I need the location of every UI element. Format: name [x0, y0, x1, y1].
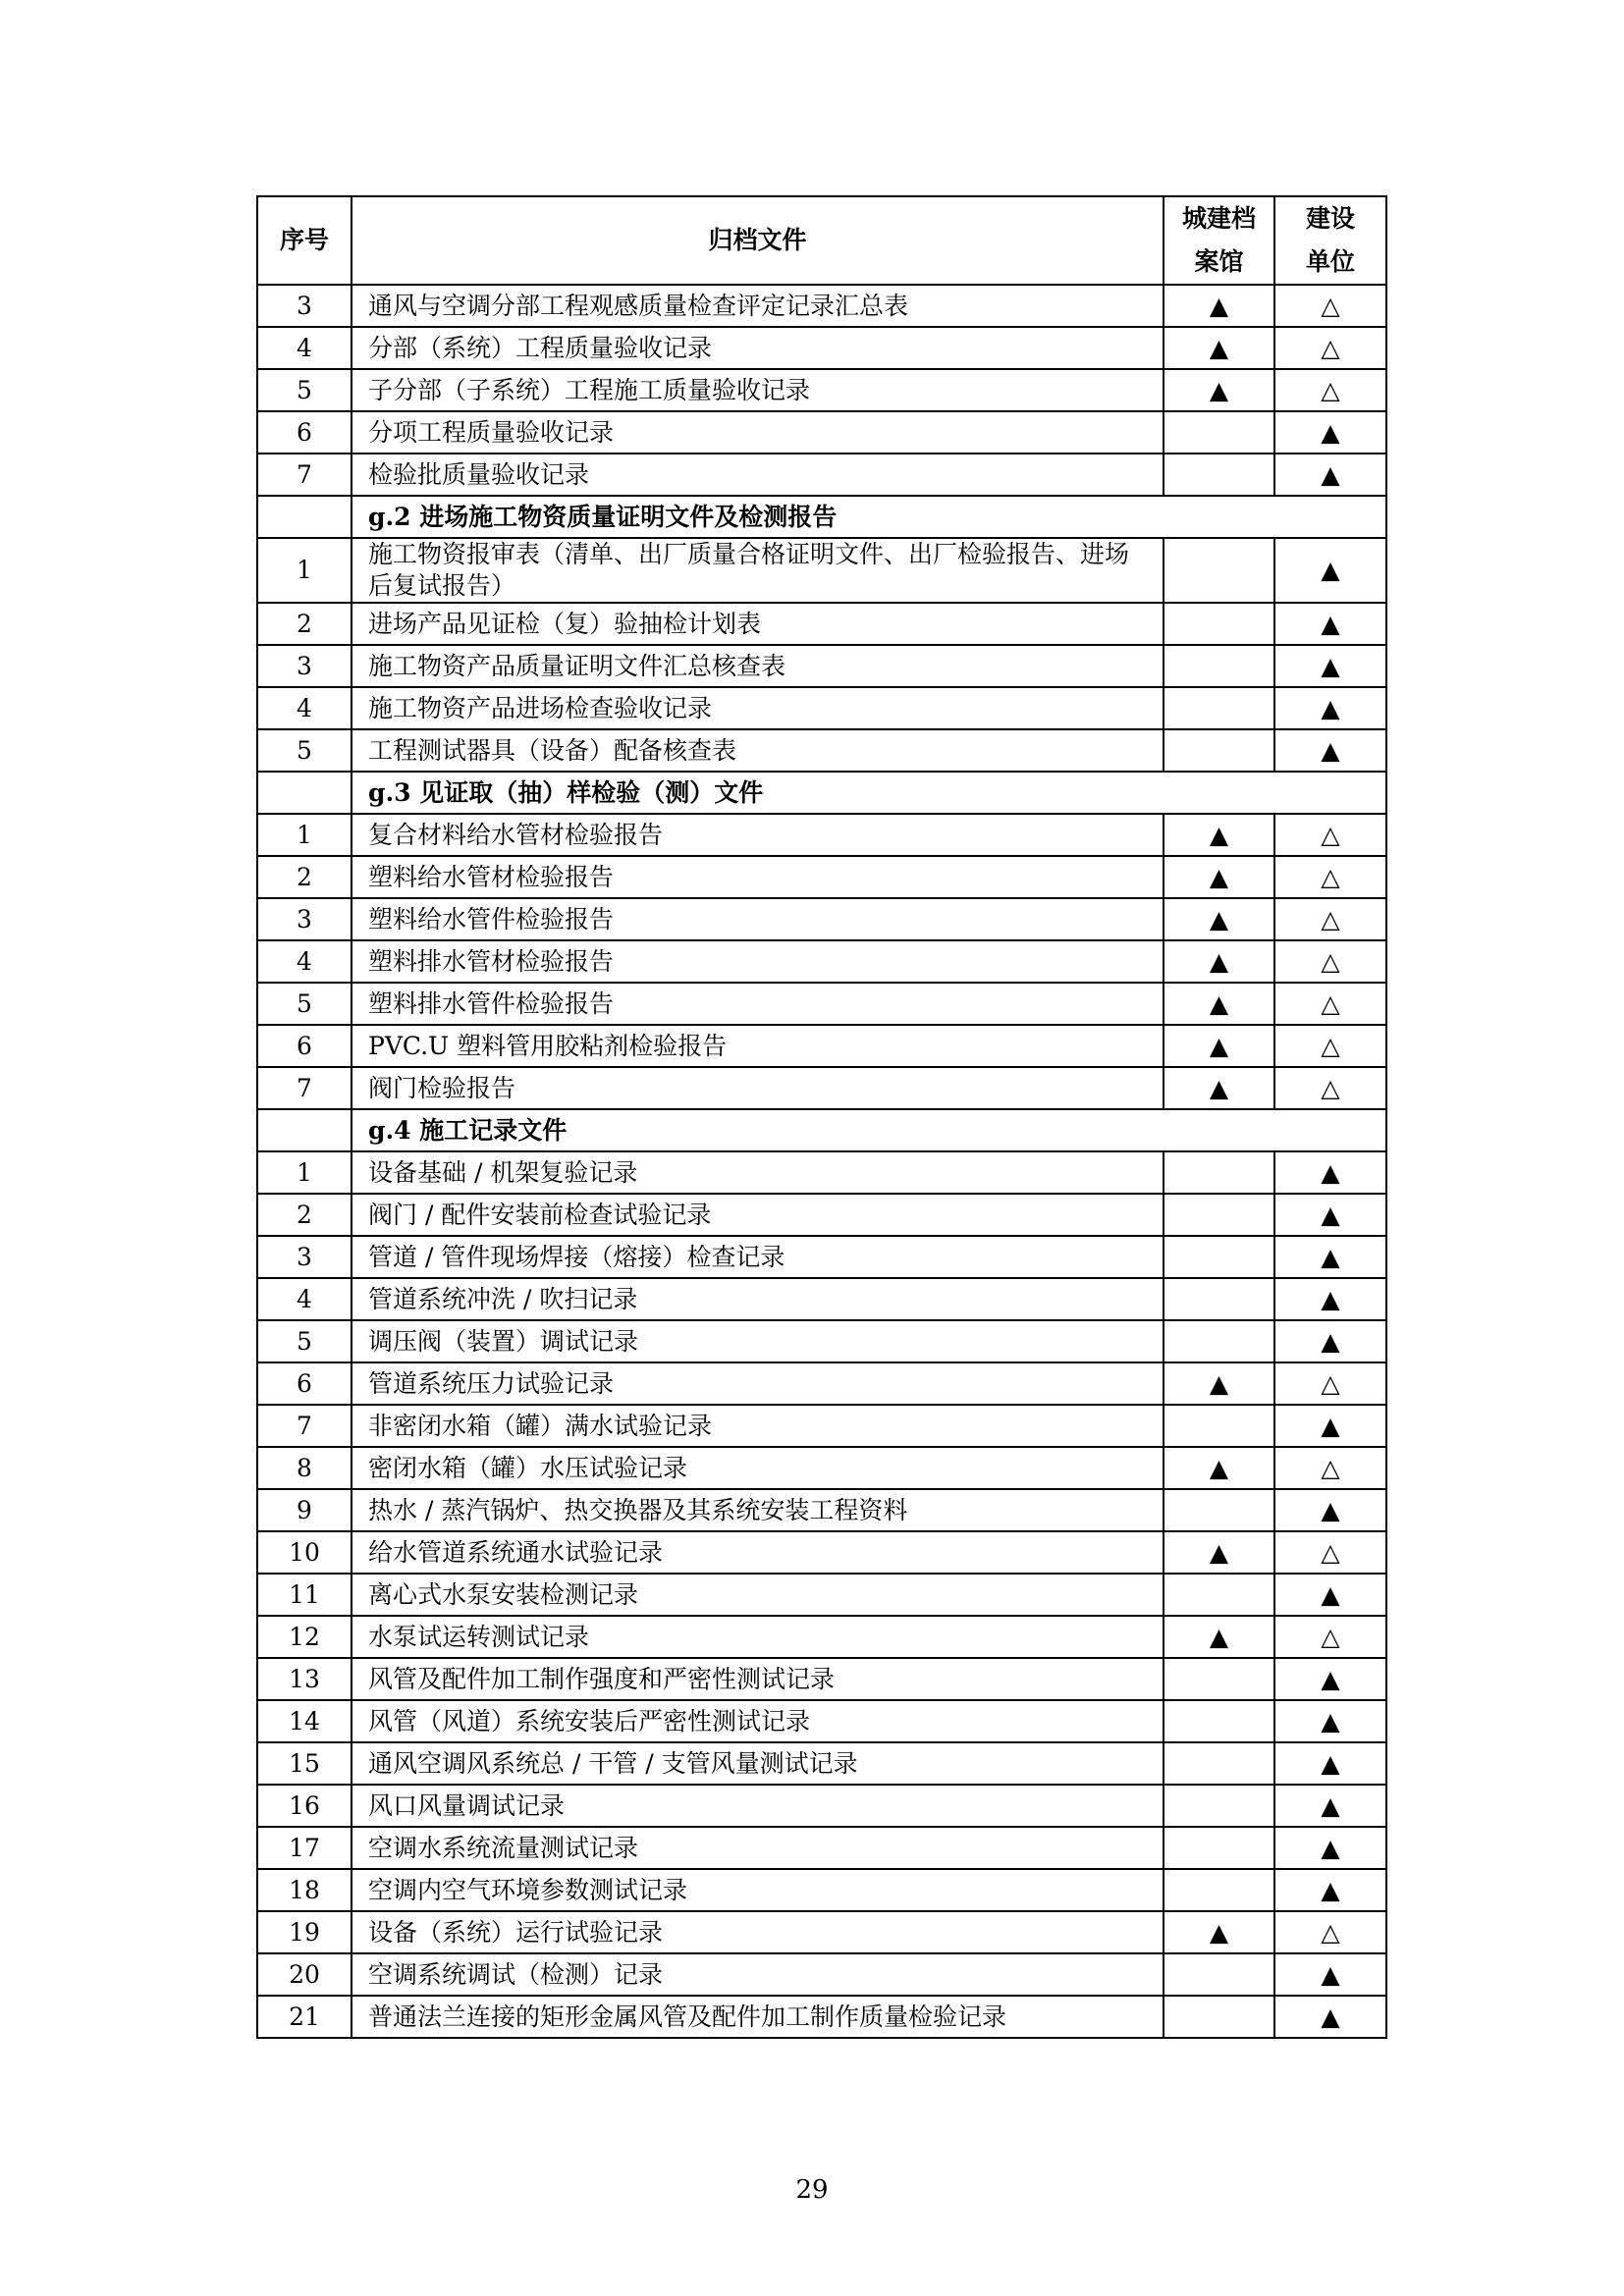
city-archive-mark: [1164, 1236, 1274, 1278]
section-title: g.4 施工记录文件: [352, 1109, 1386, 1151]
city-archive-mark: ▲: [1164, 898, 1274, 940]
construction-unit-mark: ▲: [1274, 1658, 1386, 1700]
construction-unit-mark: ▲: [1274, 729, 1386, 772]
table-row: [257, 1278, 1386, 1320]
document-name: 空调水系统流量测试记录: [352, 1827, 1164, 1869]
construction-unit-mark: ▲: [1274, 1320, 1386, 1362]
construction-unit-mark: △: [1274, 1447, 1386, 1489]
document-name: 设备（系统）运行试验记录: [352, 1911, 1164, 1953]
construction-unit-mark: △: [1274, 983, 1386, 1025]
city-archive-mark: [1164, 1489, 1274, 1531]
city-archive-mark: [1164, 1827, 1274, 1869]
construction-unit-mark: ▲: [1274, 538, 1386, 603]
document-name: 子分部（子系统）工程施工质量验收记录: [352, 369, 1164, 411]
section-title: g.2 进场施工物资质量证明文件及检测报告: [352, 496, 1386, 538]
header-city-archive: [1164, 196, 1274, 285]
document-name: 管道系统冲洗 / 吹扫记录: [352, 1278, 1164, 1320]
table-row: [257, 1785, 1386, 1827]
document-name: 阀门检验报告: [352, 1067, 1164, 1109]
row-number: 4: [257, 940, 352, 983]
row-number: 15: [257, 1742, 352, 1785]
row-number: 3: [257, 645, 352, 687]
table-row: [257, 1700, 1386, 1742]
row-number: 12: [257, 1616, 352, 1658]
construction-unit-mark: △: [1274, 898, 1386, 940]
section-number-cell: [257, 496, 352, 538]
table-row: [257, 1236, 1386, 1278]
table-row: [257, 1827, 1386, 1869]
document-name: 非密闭水箱（罐）满水试验记录: [352, 1405, 1164, 1447]
document-name: 管道 / 管件现场焊接（熔接）检查记录: [352, 1236, 1164, 1278]
document-name: 风管及配件加工制作强度和严密性测试记录: [352, 1658, 1164, 1700]
table-row: [257, 1405, 1386, 1447]
construction-unit-mark: ▲: [1274, 1236, 1386, 1278]
table-row: [257, 1742, 1386, 1785]
row-number: 8: [257, 1447, 352, 1489]
header-construction-unit: [1274, 196, 1386, 285]
table-header-row: [257, 196, 1386, 285]
document-name: 塑料排水管材检验报告: [352, 940, 1164, 983]
table-row: [257, 454, 1386, 496]
table-row: [257, 327, 1386, 369]
row-number: 1: [257, 814, 352, 856]
table-row: [257, 983, 1386, 1025]
table-row: [257, 814, 1386, 856]
construction-unit-mark: △: [1274, 1911, 1386, 1953]
header-construction-unit-line1: 建设: [1305, 204, 1355, 233]
construction-unit-mark: △: [1274, 327, 1386, 369]
archive-document-table: [256, 195, 1387, 2039]
construction-unit-mark: ▲: [1274, 1405, 1386, 1447]
table-row: [257, 898, 1386, 940]
city-archive-mark: [1164, 1953, 1274, 1996]
row-number: 20: [257, 1953, 352, 1996]
section-row: [257, 496, 1386, 538]
city-archive-mark: ▲: [1164, 1616, 1274, 1658]
construction-unit-mark: ▲: [1274, 1827, 1386, 1869]
city-archive-mark: ▲: [1164, 940, 1274, 983]
table-row: [257, 285, 1386, 327]
row-number: 7: [257, 1067, 352, 1109]
construction-unit-mark: △: [1274, 1067, 1386, 1109]
row-number: 3: [257, 898, 352, 940]
table-row: [257, 1996, 1386, 2038]
table-row: [257, 538, 1386, 603]
city-archive-mark: ▲: [1164, 369, 1274, 411]
city-archive-mark: [1164, 1785, 1274, 1827]
document-name: 管道系统压力试验记录: [352, 1362, 1164, 1405]
row-number: 3: [257, 1236, 352, 1278]
document-name: 通风空调风系统总 / 干管 / 支管风量测试记录: [352, 1742, 1164, 1785]
city-archive-mark: [1164, 1151, 1274, 1194]
city-archive-mark: [1164, 1658, 1274, 1700]
row-number: 7: [257, 454, 352, 496]
table-row: [257, 1151, 1386, 1194]
section-title: g.3 见证取（抽）样检验（测）文件: [352, 772, 1386, 814]
row-number: 5: [257, 729, 352, 772]
construction-unit-mark: △: [1274, 856, 1386, 898]
city-archive-mark: [1164, 1700, 1274, 1742]
document-name: 设备基础 / 机架复验记录: [352, 1151, 1164, 1194]
document-name: 密闭水箱（罐）水压试验记录: [352, 1447, 1164, 1489]
row-number: 14: [257, 1700, 352, 1742]
construction-unit-mark: ▲: [1274, 603, 1386, 645]
city-archive-mark: ▲: [1164, 814, 1274, 856]
table-row: [257, 1489, 1386, 1531]
table-row: [257, 645, 1386, 687]
construction-unit-mark: △: [1274, 814, 1386, 856]
construction-unit-mark: ▲: [1274, 1700, 1386, 1742]
table-row: [257, 1025, 1386, 1067]
construction-unit-mark: △: [1274, 1362, 1386, 1405]
row-number: 5: [257, 983, 352, 1025]
row-number: 4: [257, 687, 352, 729]
city-archive-mark: [1164, 729, 1274, 772]
table-row: [257, 603, 1386, 645]
construction-unit-mark: △: [1274, 1025, 1386, 1067]
city-archive-mark: [1164, 538, 1274, 603]
table-row: [257, 1911, 1386, 1953]
table-row: [257, 856, 1386, 898]
construction-unit-mark: ▲: [1274, 1194, 1386, 1236]
document-name: 给水管道系统通水试验记录: [352, 1531, 1164, 1574]
construction-unit-mark: ▲: [1274, 1742, 1386, 1785]
row-number: 6: [257, 411, 352, 454]
city-archive-mark: ▲: [1164, 1911, 1274, 1953]
construction-unit-mark: ▲: [1274, 1996, 1386, 2038]
table-row: [257, 369, 1386, 411]
row-number: 18: [257, 1869, 352, 1911]
row-number: 3: [257, 285, 352, 327]
construction-unit-mark: ▲: [1274, 1953, 1386, 1996]
document-name: 空调内空气环境参数测试记录: [352, 1869, 1164, 1911]
document-name: 离心式水泵安装检测记录: [352, 1574, 1164, 1616]
row-number: 4: [257, 327, 352, 369]
row-number: 16: [257, 1785, 352, 1827]
row-number: 17: [257, 1827, 352, 1869]
construction-unit-mark: ▲: [1274, 1278, 1386, 1320]
document-name: 分项工程质量验收记录: [352, 411, 1164, 454]
header-serial-number: 序号: [257, 196, 352, 285]
city-archive-mark: ▲: [1164, 856, 1274, 898]
header-construction-unit-line2: 单位: [1305, 247, 1355, 276]
construction-unit-mark: ▲: [1274, 1489, 1386, 1531]
document-name: 阀门 / 配件安装前检查试验记录: [352, 1194, 1164, 1236]
document-name: 施工物资产品质量证明文件汇总核查表: [352, 645, 1164, 687]
row-number: 2: [257, 856, 352, 898]
row-number: 5: [257, 1320, 352, 1362]
city-archive-mark: [1164, 454, 1274, 496]
row-number: 6: [257, 1362, 352, 1405]
section-number-cell: [257, 1109, 352, 1151]
document-name: 塑料给水管材检验报告: [352, 856, 1164, 898]
table-row: [257, 729, 1386, 772]
row-number: 11: [257, 1574, 352, 1616]
document-name: 塑料给水管件检验报告: [352, 898, 1164, 940]
document-name: 风管（风道）系统安装后严密性测试记录: [352, 1700, 1164, 1742]
row-number: 9: [257, 1489, 352, 1531]
table-row: [257, 1616, 1386, 1658]
table-row: [257, 411, 1386, 454]
document-name: 施工物资报审表（清单、出厂质量合格证明文件、出厂检验报告、进场后复试报告）: [352, 538, 1164, 603]
section-number-cell: [257, 772, 352, 814]
table-row: [257, 1869, 1386, 1911]
document-name: 热水 / 蒸汽锅炉、热交换器及其系统安装工程资料: [352, 1489, 1164, 1531]
document-name: 风口风量调试记录: [352, 1785, 1164, 1827]
row-number: 19: [257, 1911, 352, 1953]
table-body: [257, 285, 1386, 2038]
header-archive-document: 归档文件: [352, 196, 1164, 285]
document-name: 水泵试运转测试记录: [352, 1616, 1164, 1658]
row-number: 1: [257, 538, 352, 603]
city-archive-mark: [1164, 645, 1274, 687]
table-row: [257, 1320, 1386, 1362]
city-archive-mark: [1164, 1320, 1274, 1362]
row-number: 2: [257, 603, 352, 645]
row-number: 5: [257, 369, 352, 411]
table-row: [257, 1658, 1386, 1700]
city-archive-mark: ▲: [1164, 983, 1274, 1025]
document-name: 调压阀（装置）调试记录: [352, 1320, 1164, 1362]
table-row: [257, 1194, 1386, 1236]
city-archive-mark: ▲: [1164, 1447, 1274, 1489]
row-number: 21: [257, 1996, 352, 2038]
table-row: [257, 1362, 1386, 1405]
document-name: 工程测试器具（设备）配备核查表: [352, 729, 1164, 772]
city-archive-mark: [1164, 1574, 1274, 1616]
table-row: [257, 940, 1386, 983]
table-row: [257, 1574, 1386, 1616]
construction-unit-mark: ▲: [1274, 411, 1386, 454]
construction-unit-mark: ▲: [1274, 1574, 1386, 1616]
table-row: [257, 1953, 1386, 1996]
city-archive-mark: ▲: [1164, 285, 1274, 327]
document-name: 进场产品见证检（复）验抽检计划表: [352, 603, 1164, 645]
city-archive-mark: ▲: [1164, 1531, 1274, 1574]
section-row: [257, 772, 1386, 814]
construction-unit-mark: △: [1274, 369, 1386, 411]
construction-unit-mark: ▲: [1274, 687, 1386, 729]
page-number: 29: [795, 2175, 829, 2205]
document-name: 塑料排水管件检验报告: [352, 983, 1164, 1025]
table-row: [257, 1531, 1386, 1574]
construction-unit-mark: △: [1274, 1531, 1386, 1574]
row-number: 13: [257, 1658, 352, 1700]
city-archive-mark: [1164, 1742, 1274, 1785]
city-archive-mark: [1164, 603, 1274, 645]
city-archive-mark: [1164, 411, 1274, 454]
city-archive-mark: ▲: [1164, 1067, 1274, 1109]
construction-unit-mark: ▲: [1274, 1151, 1386, 1194]
city-archive-mark: [1164, 1996, 1274, 2038]
section-row: [257, 1109, 1386, 1151]
document-name: 普通法兰连接的矩形金属风管及配件加工制作质量检验记录: [352, 1996, 1164, 2038]
city-archive-mark: [1164, 687, 1274, 729]
row-number: 2: [257, 1194, 352, 1236]
document-name: 复合材料给水管材检验报告: [352, 814, 1164, 856]
header-city-archive-line1: 城建档: [1181, 204, 1256, 233]
document-name: 通风与空调分部工程观感质量检查评定记录汇总表: [352, 285, 1164, 327]
table-row: [257, 687, 1386, 729]
city-archive-mark: ▲: [1164, 1025, 1274, 1067]
construction-unit-mark: △: [1274, 940, 1386, 983]
row-number: 6: [257, 1025, 352, 1067]
row-number: 10: [257, 1531, 352, 1574]
city-archive-mark: [1164, 1869, 1274, 1911]
city-archive-mark: ▲: [1164, 1362, 1274, 1405]
construction-unit-mark: ▲: [1274, 1785, 1386, 1827]
document-name: 检验批质量验收记录: [352, 454, 1164, 496]
row-number: 4: [257, 1278, 352, 1320]
row-number: 1: [257, 1151, 352, 1194]
construction-unit-mark: △: [1274, 1616, 1386, 1658]
document-name: 分部（系统）工程质量验收记录: [352, 327, 1164, 369]
document-name: 施工物资产品进场检查验收记录: [352, 687, 1164, 729]
header-city-archive-line2: 案馆: [1194, 247, 1244, 276]
construction-unit-mark: △: [1274, 285, 1386, 327]
city-archive-mark: [1164, 1405, 1274, 1447]
row-number: 7: [257, 1405, 352, 1447]
document-name: PVC.U 塑料管用胶粘剂检验报告: [352, 1025, 1164, 1067]
table-row: [257, 1067, 1386, 1109]
city-archive-mark: [1164, 1194, 1274, 1236]
construction-unit-mark: ▲: [1274, 645, 1386, 687]
document-name: 空调系统调试（检测）记录: [352, 1953, 1164, 1996]
table-row: [257, 1447, 1386, 1489]
construction-unit-mark: ▲: [1274, 454, 1386, 496]
city-archive-mark: [1164, 1278, 1274, 1320]
construction-unit-mark: ▲: [1274, 1869, 1386, 1911]
city-archive-mark: ▲: [1164, 327, 1274, 369]
